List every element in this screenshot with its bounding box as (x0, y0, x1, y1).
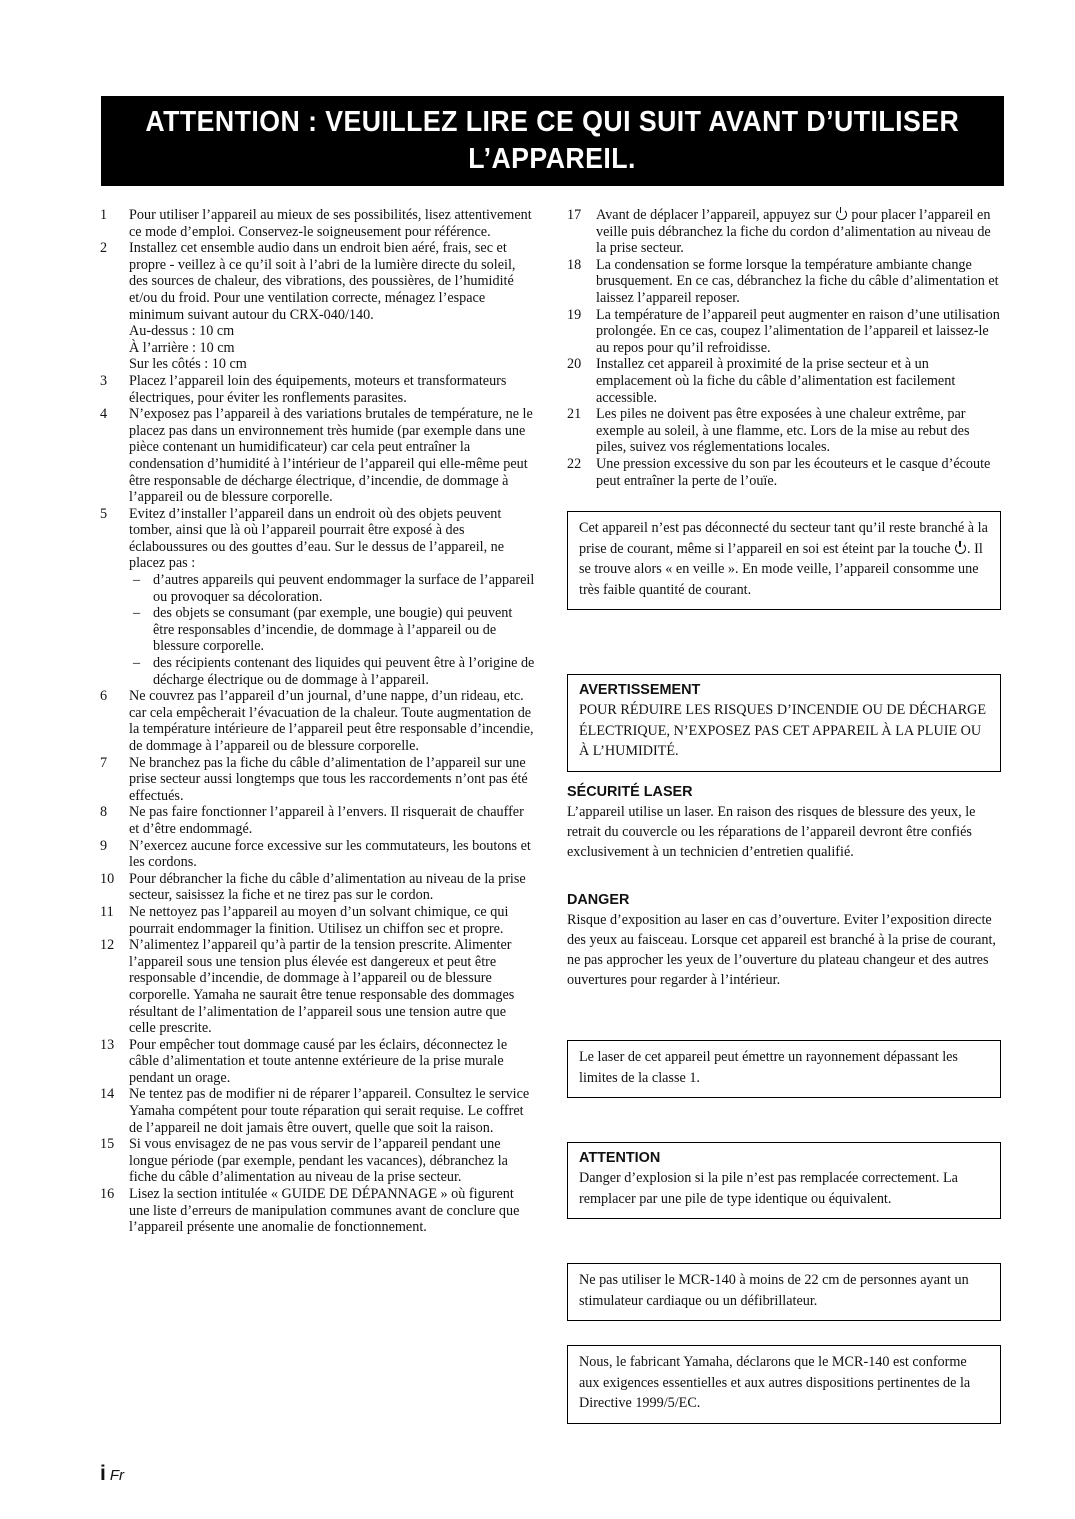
item-text (596, 207, 1003, 257)
warning-text: POUR RÉDUIRE LES RISQUES D’INCENDIE OU DE DÉCHARGE ÉLECTRIQUE, N’EXPOSEZ PAS CET APPAREIL À LA PLUIE OU À L’HUMIDITÉ. (579, 702, 987, 760)
item-number: 15 (100, 1136, 115, 1153)
item-text: Si vous envisagez de ne pas vous servir de l’appareil pendant une longue période (par exemple, pendant les vacances), débranchez la fiche du câble d’alimentation au niveau de la prise secteur. (129, 1136, 508, 1186)
item-text: N’alimentez l’appareil qu’à partir de la tension prescrite. Alimenter l’appareil sous une tension plus élevée est dangereux et peut être responsable d’incendie, de dommage à l’appareil ou de blessure corporelle. Yamaha ne saurait être tenue responsable des dommages résultant de l’alimentation de l’appareil sous une tension autre que celle prescrite. (129, 937, 515, 1037)
item-text: Pour empêcher tout dommage causé par les éclairs, déconnectez le câble d’alimentation et toute antenne extérieure de la prise murale pendant un orage. (129, 1036, 508, 1086)
item-text: Installez cet ensemble audio dans un endroit bien aéré, frais, sec et propre - veillez à ce qu’il soit à l’abri de la lumière directe du soleil, des sources de chaleur, des vibrations, des poussières, de l’humidité et/ou du froid. Pour une ventilation correcte, ménagez l’espace minimum suivant autour du CRX-040/140. (129, 240, 516, 323)
item-text: La condensation se forme lorsque la température ambiante change brusquement. En ce cas, débranchez la fiche du câble d’alimentation et laissez l’appareil reposer. (596, 256, 999, 306)
item-number: 14 (100, 1086, 115, 1103)
laser-safety-section (567, 783, 1003, 862)
bullet-item: – des récipients contenant des liquides qui peuvent être à l’origine de décharge électrique ou de dommage à l’appareil. (133, 655, 535, 688)
item-number: 17 (567, 207, 582, 223)
item-number: 13 (100, 1036, 115, 1053)
item-text: N’exercez aucune force excessive sur les commutateurs, les boutons et les cordons. (129, 837, 531, 871)
page-title-line-1: ATTENTION : VEUILLEZ LIRE CE QUI SUIT AVANT D’UTILISER (145, 106, 960, 138)
pacemaker-text: Ne pas utiliser le MCR-140 à moins de 22 cm de personnes ayant un stimulateur cardiaque ou un défibrillateur. (579, 1272, 969, 1309)
item-text: Ne pas faire fonctionner l’appareil à l’envers. Il risquerait de chauffer et d’être endommagé. (129, 804, 524, 837)
item-number: 3 (100, 372, 108, 389)
power-icon (836, 209, 847, 220)
laser-class-box (567, 1040, 1001, 1098)
item-number: 7 (100, 754, 108, 771)
item-text: Installez cet appareil à proximité de la prise secteur et à un emplacement où la fiche du câble d’alimentation est facilement accessible. (596, 356, 956, 406)
danger-heading: DANGER (567, 892, 630, 908)
conformity-text: Nous, le fabricant Yamaha, déclarons que le MCR-140 est conforme aux exigences essentielles et aux autres dispositions pertinentes de la Directive 1999/5/EC. (579, 1354, 971, 1412)
pacemaker-box (567, 1263, 1001, 1321)
list-item (100, 1037, 536, 1087)
danger-text: Risque d’exposition au laser en cas d’ouverture. Eviter l’exposition directe des yeux au faisceau. Lorsque cet appareil est branché à la prise de courant, ne pas approcher les yeux de l’ouverture du plateau changeur et des autres ouvertures pour regarder à l’intérieur. (567, 912, 996, 988)
list-item (100, 1136, 536, 1186)
item-text: Pour débrancher la fiche du câble d’alimentation au niveau de la prise secteur, saisissez la fiche et ne tirez pas sur le cordon. (129, 870, 526, 904)
list-item (567, 406, 1003, 456)
clearance-above: Au-dessus : 10 cm (129, 323, 235, 340)
item-number: 10 (100, 870, 115, 887)
item-number: 16 (100, 1186, 115, 1203)
laser-class-text: Le laser de cet appareil peut émettre un rayonnement dépassant les limites de la classe 1. (579, 1049, 958, 1086)
conformity-box (567, 1345, 1001, 1424)
item-text-part: Avant de déplacer l’appareil, appuyez sur (596, 207, 832, 223)
attention-heading: ATTENTION (579, 1150, 661, 1166)
page-footer (100, 1462, 124, 1486)
item-text: N’exposez pas l’appareil à des variations brutales de température, ne le placez pas dans un environnement très humide (par exemple dans une pièce contenant un humidificateur) car cela peut entraîner la condensation d’humidité à l’intérieur de l’appareil qui elle-même peut être responsable de décharge électrique, d’incendie, de dommage à l’appareil ou de blessure corporelle. (129, 406, 533, 506)
bullet-item: – d’autres appareils qui peuvent endommager la surface de l’appareil ou provoquer sa décoloration. (133, 572, 535, 605)
danger-section (567, 891, 1003, 990)
list-item (100, 688, 536, 754)
list-item (100, 904, 536, 937)
item-number: 5 (100, 505, 108, 522)
page-title-line-2: L’APPAREIL. (468, 143, 637, 175)
clearance-sides: Sur les côtés : 10 cm (129, 356, 247, 373)
list-item (100, 804, 536, 837)
page-number: i (100, 1462, 106, 1485)
right-column (567, 207, 1003, 489)
left-column (100, 207, 536, 1236)
bullet-text: des objets se consumant (par exemple, une bougie) qui peuvent être responsables d’incendie, de dommage à l’appareil ou de blessure corporelle. (153, 605, 513, 655)
clearance-rear: À l’arrière : 10 cm (129, 339, 235, 356)
attention-box (567, 1142, 1001, 1219)
page-title-banner (101, 96, 1004, 186)
item-number: 11 (100, 903, 114, 920)
item-text: Les piles ne doivent pas être exposées à une chaleur extrême, par exemple au soleil, à une flamme, etc. Lors de la mise au rebut des piles, suivez vos réglementations locales. (596, 406, 970, 456)
item-number: 8 (100, 804, 108, 821)
item-number: 22 (567, 455, 582, 472)
list-item (567, 307, 1003, 357)
item-text: Une pression excessive du son par les écouteurs et le casque d’écoute peut entraîner la perte de l’ouïe. (596, 455, 991, 489)
standby-text-part: . Il se trouve alors « en veille ». En mode veille, l’appareil consomme une très faible quantité de courant. (579, 540, 983, 598)
list-item (100, 1186, 536, 1236)
list-item (100, 207, 536, 240)
item-text: Ne tentez pas de modifier ni de réparer l’appareil. Consultez le service Yamaha compétent pour toute réparation qui serait requise. Le coffret de l’appareil ne doit jamais être ouvert, quelle que soit la raison. (129, 1086, 530, 1136)
list-item (567, 207, 1003, 257)
item-text-part: pour placer l’appareil en veille puis débranchez la fiche du cordon d’alimentation au niveau de la prise secteur. (596, 207, 991, 257)
item-number: 18 (567, 256, 582, 273)
item-number: 12 (100, 937, 115, 954)
standby-text-part: Cet appareil n’est pas déconnecté du secteur tant qu’il reste branché à la prise de courant, même si l’appareil en soi est éteint par la touche (579, 520, 988, 557)
list-item (567, 456, 1003, 489)
laser-safety-heading: SÉCURITÉ LASER (567, 784, 693, 800)
list-item (100, 755, 536, 805)
item-text: Ne couvrez pas l’appareil d’un journal, d’une nappe, d’un rideau, etc. car cela empêcherait l’évacuation de la chaleur. Toute augmentation de la température intérieure de l’appareil peut être responsable d’incendie, de dommage à l’appareil ou de blessure corporelle. (129, 688, 534, 754)
item-number: 6 (100, 688, 108, 705)
language-label: Fr (109, 1467, 125, 1484)
item-text: Evitez d’installer l’appareil dans un endroit où des objets peuvent tomber, ainsi que là où l’appareil pourrait être exposé à des éclaboussures ou des gouttes d’eau. Sur le dessus de l’appareil, ne placez pas : (129, 505, 505, 572)
warning-heading: AVERTISSEMENT (579, 682, 701, 698)
item-text: La température de l’appareil peut augmenter en raison d’une utilisation prolongée. En ce cas, coupez l’alimentation de l’appareil et laissez-le au repos pour qu’il refroidisse. (596, 306, 1000, 356)
item-number: 20 (567, 356, 582, 373)
attention-text: Danger d’explosion si la pile n’est pas remplacée correctement. La remplacer par une pile de type identique ou équivalent. (579, 1170, 958, 1207)
list-item (100, 373, 536, 406)
item-number: 2 (100, 240, 108, 257)
list-item (100, 871, 536, 904)
item-number: 19 (567, 306, 582, 323)
standby-notice-box (567, 511, 1001, 610)
item-text: Ne branchez pas la fiche du câble d’alimentation de l’appareil sur une prise secteur aussi longtemps que tous les raccordements n’ont pas été effectués. (129, 754, 528, 804)
item-text: Pour utiliser l’appareil au mieux de ses possibilités, lisez attentivement ce mode d’emploi. Conservez-le soigneusement pour référence. (129, 207, 532, 240)
bullet-text: d’autres appareils qui peuvent endommager la surface de l’appareil ou provoquer sa décoloration. (153, 572, 535, 605)
item-text: Placez l’appareil loin des équipements, moteurs et transformateurs électriques, pour éviter les ronflements parasites. (129, 372, 507, 406)
item-number: 9 (100, 837, 108, 854)
list-item (567, 257, 1003, 307)
list-item (100, 506, 536, 689)
item-number: 1 (100, 207, 108, 223)
list-item (100, 240, 536, 373)
list-item (100, 838, 536, 871)
list-item (100, 937, 536, 1037)
item-text: Lisez la section intitulée « GUIDE DE DÉPANNAGE » où figurent une liste d’erreurs de manipulation communes avant de conclure que l’appareil présente une anomalie de fonctionnement. (129, 1186, 520, 1236)
item-text: Ne nettoyez pas l’appareil au moyen d’un solvant chimique, ce qui pourrait endommager la finition. Utilisez un chiffon sec et propre. (129, 903, 509, 937)
list-item (567, 356, 1003, 406)
warning-box (567, 674, 1001, 772)
bullet-text: des récipients contenant des liquides qui peuvent être à l’origine de décharge électrique ou de dommage à l’appareil. (153, 655, 535, 688)
laser-safety-text: L’appareil utilise un laser. En raison des risques de blessure des yeux, le retrait du couvercle ou les réparations de l’appareil devront être confiés exclusivement à un technicien d’entretien qualifié. (567, 804, 976, 860)
item-number: 4 (100, 406, 108, 423)
power-icon (955, 543, 966, 554)
list-item (100, 406, 536, 506)
list-item (100, 1086, 536, 1136)
item-number: 21 (567, 406, 582, 423)
bullet-item: – des objets se consumant (par exemple, une bougie) qui peuvent être responsables d’incendie, de dommage à l’appareil ou de blessure corporelle. (133, 605, 536, 655)
